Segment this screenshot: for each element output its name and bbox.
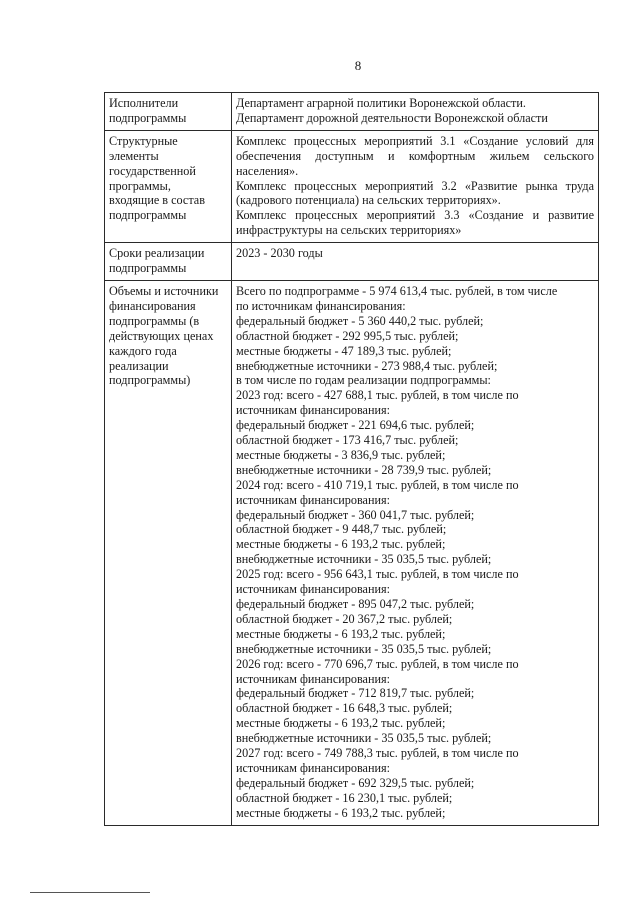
value-line: источникам финансирования: <box>236 582 390 597</box>
value-line: федеральный бюджет - 360 041,7 тыс. рублей; <box>236 507 475 522</box>
value-line: федеральный бюджет - 692 329,5 тыс. рублей; <box>236 775 475 790</box>
value-line: инфраструктуры на сельских территориях» <box>236 223 462 238</box>
value-line: внебюджетные источники - 35 035,5 тыс. рублей; <box>236 641 492 656</box>
value-line: по источникам финансирования: <box>236 298 406 313</box>
value-line: местные бюджеты - 47 189,3 тыс. рублей; <box>236 343 452 358</box>
label-line: действующих ценах <box>109 328 214 343</box>
value-line: в том числе по годам реализации подпрограммы: <box>236 373 491 388</box>
value-line: обеспечения доступным и комфортным жильем сельского <box>236 148 594 163</box>
value-line: источникам финансирования: <box>236 403 390 418</box>
value-line: 2023 год: всего - 427 688,1 тыс. рублей, в том числе по <box>236 388 519 403</box>
row-terms <box>105 243 599 281</box>
label-line: программы, <box>109 178 171 193</box>
value-line: областной бюджет - 16 230,1 тыс. рублей; <box>236 790 453 805</box>
subprogram-passport-table <box>104 92 599 826</box>
value-line: 2025 год: всего - 956 643,1 тыс. рублей, в том числе по <box>236 567 519 582</box>
value-line: местные бюджеты - 3 836,9 тыс. рублей; <box>236 447 446 462</box>
label-line: подпрограммы <box>109 208 187 223</box>
label-line: Объемы и источники <box>109 283 219 298</box>
label-line: Структурные <box>109 133 178 148</box>
value-line: областной бюджет - 20 367,2 тыс. рублей; <box>236 611 453 626</box>
value-line: внебюджетные источники - 28 739,9 тыс. рублей; <box>236 462 492 477</box>
value-line: областной бюджет - 9 448,7 тыс. рублей; <box>236 522 447 537</box>
value-line: федеральный бюджет - 712 819,7 тыс. рублей; <box>236 686 475 701</box>
label-line: подпрограммы) <box>109 373 191 388</box>
value-line: областной бюджет - 292 995,5 тыс. рублей; <box>236 328 459 343</box>
label-financing <box>105 280 232 825</box>
value-line: областной бюджет - 16 648,3 тыс. рублей; <box>236 701 453 716</box>
value-line: федеральный бюджет - 895 047,2 тыс. рублей; <box>236 597 475 611</box>
value-line: местные бюджеты - 6 193,2 тыс. рублей; <box>236 537 446 552</box>
label-line: элементы <box>109 148 159 163</box>
value-line: 2027 год: всего - 749 788,3 тыс. рублей, в том числе по <box>236 746 519 761</box>
value-line: Департамент аграрной политики Воронежской области. <box>236 96 526 110</box>
value-line: источникам финансирования: <box>236 492 390 507</box>
value-line: федеральный бюджет - 221 694,6 тыс. рублей; <box>236 418 475 433</box>
value-line: населения». <box>236 163 299 178</box>
value-line: местные бюджеты - 6 193,2 тыс. рублей; <box>236 805 446 820</box>
value-line: Комплекс процессных мероприятий 3.3 «Создание и развитие <box>236 208 594 223</box>
label-line: каждого года <box>109 343 177 358</box>
label-line: входящие в состав <box>109 193 205 208</box>
value-line: источникам финансирования: <box>236 671 390 686</box>
row-structural-elements <box>105 130 599 242</box>
value-line: Комплекс процессных мероприятий 3.2 «Развитие рынка труда <box>236 178 594 193</box>
value-line: (кадрового потенциала) на сельских территориях». <box>236 193 501 208</box>
page-number: 8 <box>354 58 362 73</box>
value-line: местные бюджеты - 6 193,2 тыс. рублей; <box>236 626 446 641</box>
label-terms <box>105 243 232 281</box>
value-line: 2024 год: всего - 410 719,1 тыс. рублей, в том числе по <box>236 477 519 492</box>
value-line: внебюджетные источники - 35 035,5 тыс. рублей; <box>236 552 492 567</box>
value-line: местные бюджеты - 6 193,2 тыс. рублей; <box>236 716 446 731</box>
value-terms <box>232 243 599 281</box>
label-line: финансирования <box>109 298 196 313</box>
value-line: Всего по подпрограмме - 5 974 613,4 тыс. рублей, в том числе <box>236 283 558 298</box>
label-structural-elements <box>105 130 232 242</box>
label-line: подпрограммы (в <box>109 313 200 328</box>
value-line: Департамент дорожной деятельности Воронежской области <box>236 110 548 125</box>
bottom-divider <box>30 892 150 893</box>
label-line: Исполнители <box>109 96 179 110</box>
label-line: подпрограммы <box>109 261 187 276</box>
value-line: источникам финансирования: <box>236 760 390 775</box>
value-line: областной бюджет - 173 416,7 тыс. рублей; <box>236 433 459 448</box>
value-line: внебюджетные источники - 35 035,5 тыс. рублей; <box>236 731 492 746</box>
value-line: 2023 - 2030 годы <box>236 246 323 261</box>
value-executors <box>232 93 599 131</box>
value-line: внебюджетные источники - 273 988,4 тыс. рублей; <box>236 358 498 373</box>
value-financing <box>232 280 599 825</box>
row-financing <box>105 280 599 825</box>
row-executors <box>105 93 599 131</box>
value-line: 2026 год: всего - 770 696,7 тыс. рублей, в том числе по <box>236 656 519 671</box>
value-line: Комплекс процессных мероприятий 3.1 «Создание условий для <box>236 133 594 148</box>
label-executors <box>105 93 232 131</box>
value-structural-elements <box>232 130 599 242</box>
label-line: реализации <box>109 358 169 373</box>
label-line: государственной <box>109 163 196 178</box>
value-line: федеральный бюджет - 5 360 440,2 тыс. рублей; <box>236 313 484 328</box>
label-line: подпрограммы <box>109 110 187 125</box>
label-line: Сроки реализации <box>109 246 205 261</box>
